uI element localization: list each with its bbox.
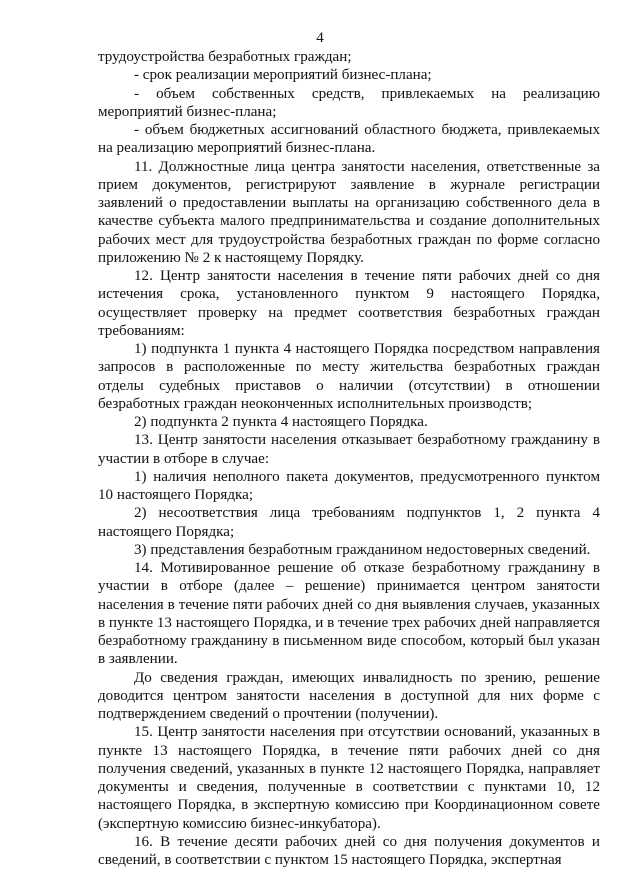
paragraph: 3) представления безработным гражданином недостоверных сведений.	[134, 541, 591, 558]
paragraph: - объем собственных средств, привлекаемых на реализацию мероприятий бизнес-плана;	[98, 85, 600, 120]
paragraph: До сведения граждан, имеющих инвалидность по зрению, решение доводится центром занятости населения в доступной для них форме с подтверждением сведений о прочтении (получении).	[98, 669, 600, 722]
paragraph: 1) подпункта 1 пункта 4 настоящего Порядка посредством направления запросов в расположенные по месту жительства безработных граждан отделы судебных приставов о наличии (отсутствии) в отношении безработных граждан неоконченных исполнительных производств;	[98, 341, 600, 412]
paragraph: 1) наличия неполного пакета документов, предусмотренного пунктом 10 настоящего Порядка;	[98, 468, 600, 503]
paragraph: 13. Центр занятости населения отказывает безработному гражданину в участии в отборе в случае:	[98, 432, 600, 467]
paragraph: трудоустройства безработных граждан;	[98, 49, 352, 65]
page-number: 4	[316, 30, 324, 46]
paragraph: 2) подпункта 2 пункта 4 настоящего Порядка.	[134, 414, 428, 430]
paragraph: 2) несоответствия лица требованиям подпунктов 1, 2 пункта 4 настоящего Порядка;	[98, 505, 600, 540]
paragraph: - объем бюджетных ассигнований областного бюджета, привлекаемых на реализацию мероприятий бизнес-плана.	[98, 122, 600, 157]
document-body	[98, 48, 600, 869]
paragraph: 16. В течение десяти рабочих дней со дня получения документов и сведений, в соответствии с пунктом 15 настоящего Порядка, экспертная	[98, 833, 600, 868]
paragraph: 12. Центр занятости населения в течение пяти рабочих дней со дня истечения срока, установленного пунктом 9 настоящего Порядка, осуществляет проверку на предмет соответствия безработных граждан требованиям:	[98, 268, 600, 339]
paragraph: 11. Должностные лица центра занятости населения, ответственные за прием документов, регистрируют заявление в журнале регистрации заявлений о предоставлении выплаты на организацию собственного дела в качестве субъекта малого предпринимательства и создание дополнительных рабочих мест для трудоустройства безработных граждан по форме согласно приложению № 2 к настоящему Порядку.	[98, 158, 600, 266]
paragraph: 14. Мотивированное решение об отказе безработному гражданину в участии в отборе (далее – решение) принимается центром занятости населения в течение пяти рабочих дней со дня выявления случаев, указанных в пункте 13 настоящего Порядка, и в течение трех рабочих дней направляется безработному гражданину в письменном виде способом, который был указан в заявлении.	[98, 560, 600, 668]
paragraph: - срок реализации мероприятий бизнес-плана;	[134, 67, 432, 84]
paragraph: 15. Центр занятости населения при отсутствии оснований, указанных в пункте 13 настоящего Порядка, в течение пяти рабочих дней со дня получения сведений, указанных в пункте 12 настоящего Порядка, направляет документы и сведения, полученные в соответствии с пунктами 10, 12 настоящего Порядка, в экспертную комиссию при Координационном совете (экспертную комиссию бизнес-инкубатора).	[98, 724, 600, 832]
